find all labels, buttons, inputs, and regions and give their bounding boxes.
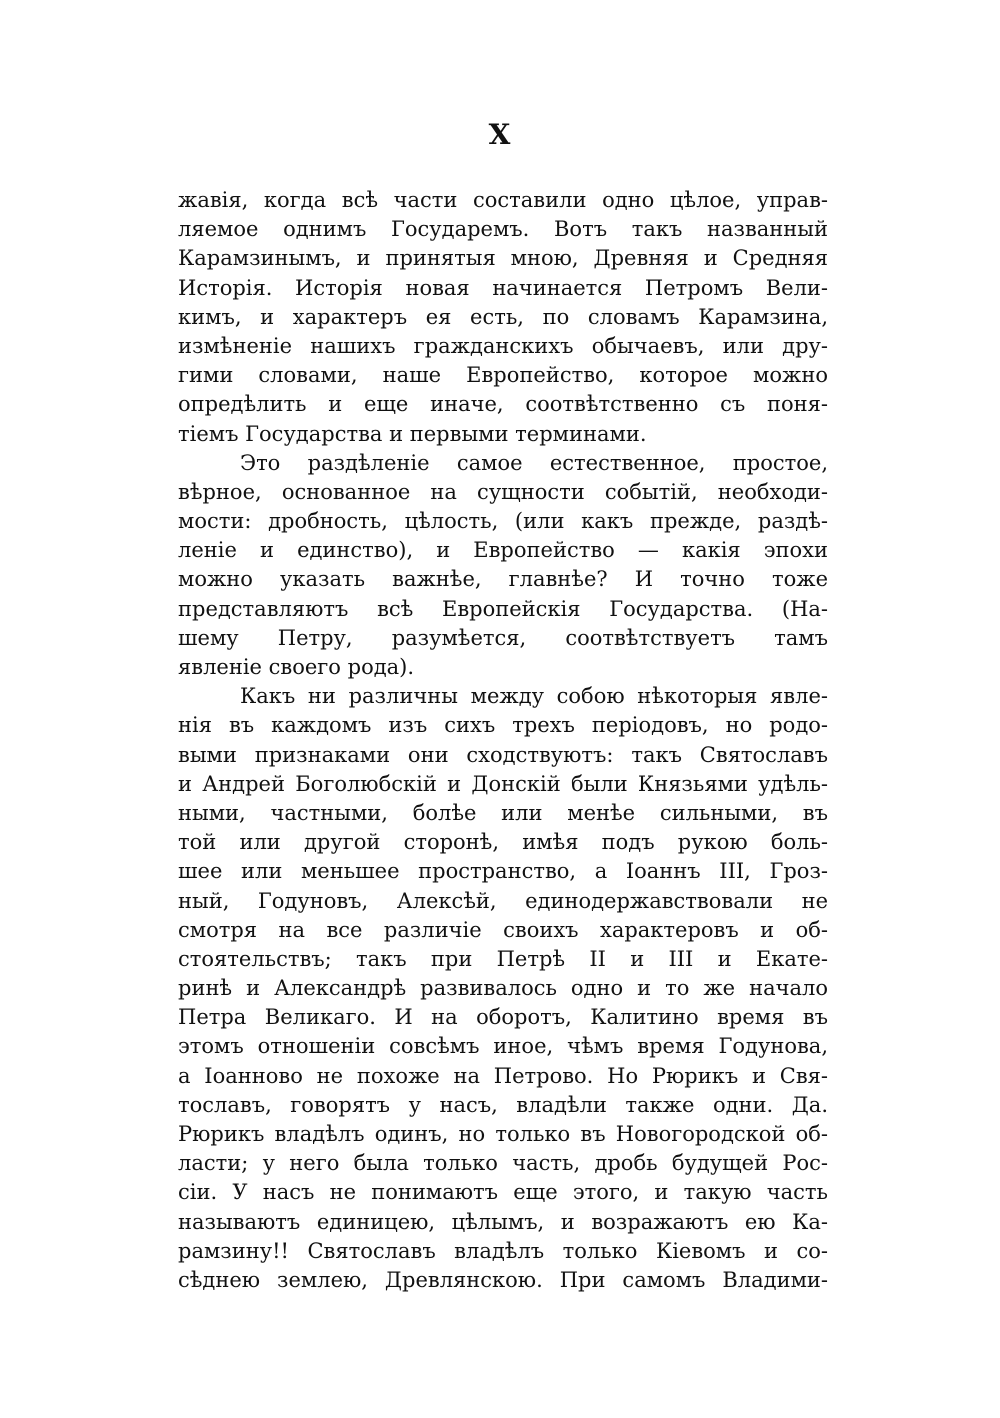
- text-line: явленіе своего рода).: [178, 655, 415, 679]
- text-line: опредѣлить и еще иначе, соотвѣтственно съ поня-: [178, 392, 828, 417]
- text-line: смотря на все различіе своихъ характеровъ и об-: [178, 917, 828, 942]
- text-line: называютъ единицею, цѣлымъ, и возражаютъ ею Ка-: [178, 1209, 828, 1234]
- text-line: стоятельствъ; такъ при Петрѣ II и III и Екате-: [178, 946, 828, 971]
- text-line: шее или меньшее пространство, а Іоаннъ III, Гроз-: [178, 859, 828, 884]
- text-line: этомъ отношеніи совсѣмъ иное, чѣмъ время Годунова,: [178, 1034, 828, 1059]
- text-line: тославъ, говорятъ у насъ, владѣли также одни. Да.: [178, 1092, 828, 1117]
- text-line: шему Петру, разумѣется, соотвѣтствуетъ тамъ: [178, 625, 828, 650]
- text-line: Карамзинымъ, и принятыя мною, Древняя и Средняя: [178, 246, 828, 271]
- text-line: Рюрикъ владѣлъ одинъ, но только въ Новогородской об-: [178, 1122, 828, 1146]
- text-line: ными, частными, болѣе или менѣе сильными, въ: [178, 800, 828, 825]
- text-line: гими словами, наше Европейство, которое можно: [178, 363, 828, 388]
- body-text: [178, 186, 828, 1295]
- text-line: ринѣ и Александрѣ развивалось одно и то же начало: [178, 976, 828, 1001]
- text-line: нія въ каждомъ изъ сихъ трехъ періодовъ, но родо-: [178, 713, 828, 738]
- text-line: сѣднею землею, Древлянскою. При самомъ Владими-: [178, 1267, 828, 1292]
- text-line: измѣненіе нашихъ гражданскихъ обычаевъ, или дру-: [178, 333, 828, 358]
- text-line: Это раздѣленіе самое естественное, простое,: [240, 450, 828, 475]
- page-number: X: [488, 118, 512, 151]
- text-line: можно указать важнѣе, главнѣе? И точно тоже: [178, 567, 828, 592]
- text-line: представляютъ всѣ Европейскія Государства. (На-: [178, 596, 828, 621]
- text-line: кимъ, и характеръ ея есть, по словамъ Карамзина,: [178, 304, 828, 329]
- text-line: ляемое однимъ Государемъ. Вотъ такъ названный: [178, 217, 828, 242]
- text-line: рамзину!! Святославъ владѣлъ только Кіевомъ и со-: [178, 1238, 828, 1263]
- text-line: ласти; у него была только часть, дробь будущей Рос-: [178, 1151, 828, 1176]
- text-line: той или другой сторонѣ, имѣя подъ рукою боль-: [178, 830, 828, 855]
- text-line: сіи. У насъ не понимаютъ еще этого, и такую часть: [178, 1180, 828, 1205]
- text-line: Какъ ни различны между собою нѣкоторыя явле-: [240, 684, 828, 709]
- text-line: выми признаками они сходствуютъ: такъ Святославъ: [178, 742, 828, 767]
- text-line: а Іоанново не похоже на Петрово. Но Рюрикъ и Свя-: [178, 1063, 828, 1088]
- text-line: ный, Годуновъ, Алексѣй, единодержавствовали не: [178, 888, 828, 913]
- text-line: и Андрей Боголюбскій и Донскій были Князьями удѣль-: [178, 771, 828, 796]
- text-line: вѣрное, основанное на сущности событій, необходи-: [178, 479, 828, 504]
- text-line: Исторія. Исторія новая начинается Петромъ Вели-: [178, 275, 828, 300]
- text-line: тіемъ Государства и первыми терминами.: [178, 421, 647, 446]
- text-line: леніе и единство), и Европейство — какія эпохи: [178, 538, 828, 563]
- text-line: Петра Великаго. И на оборотъ, Калитино время въ: [178, 1005, 828, 1030]
- text-line: жавія, когда всѣ части составили одно цѣлое, управ-: [178, 188, 828, 212]
- text-line: мости: дробность, цѣлость, (или какъ прежде, раздѣ-: [178, 509, 828, 534]
